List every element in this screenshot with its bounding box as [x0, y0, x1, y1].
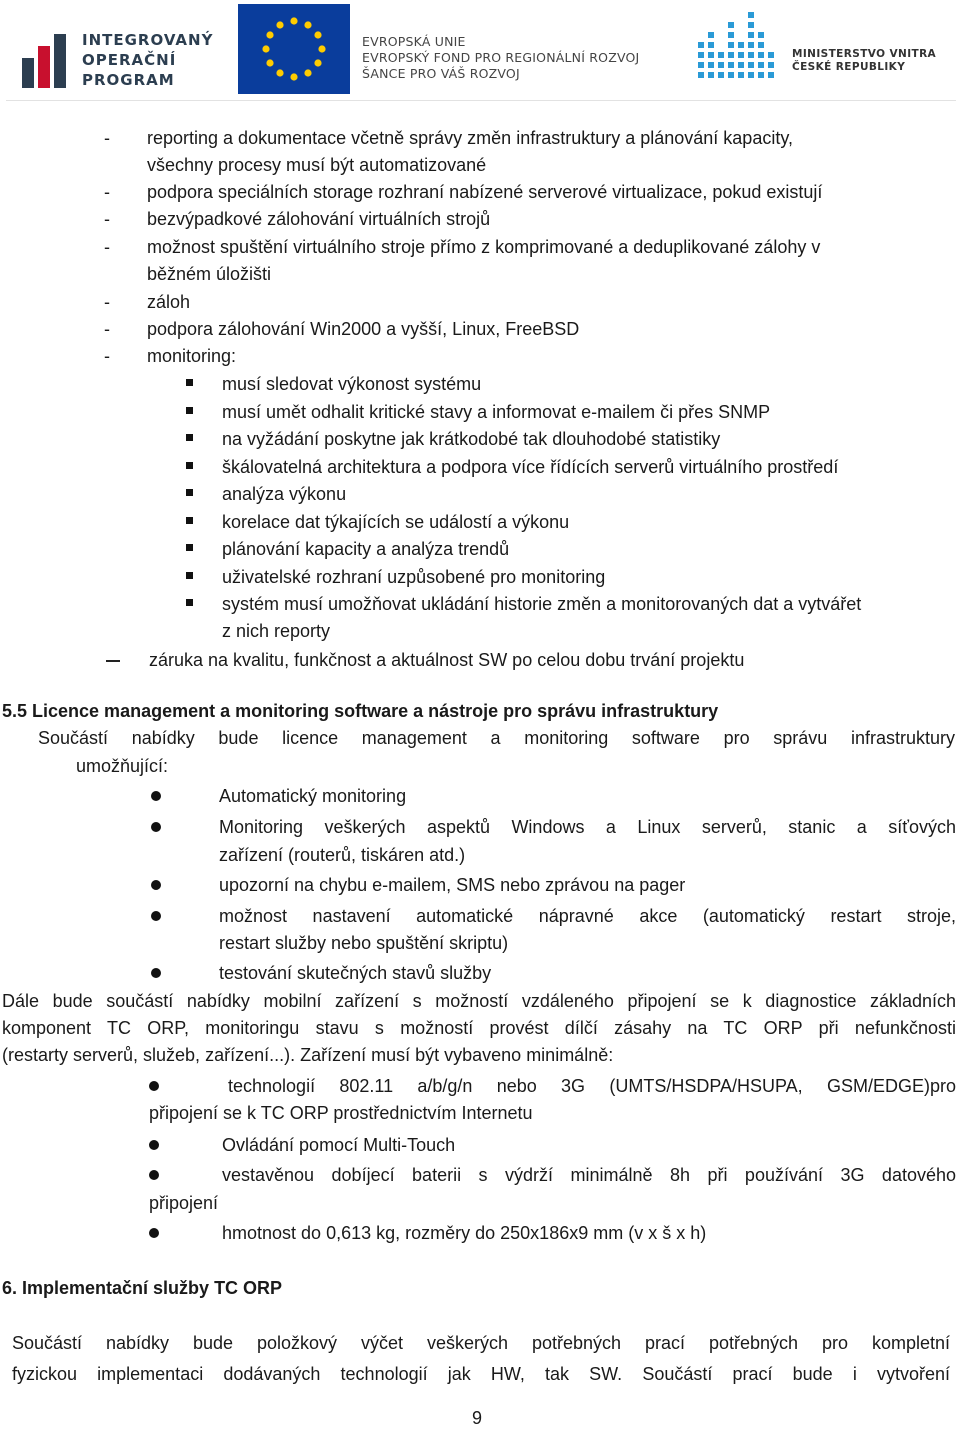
device-paragraph-line-3: (restarty serverů, služeb, zařízení...). Zařízení musí být vybaveno minimálně:: [2, 1045, 614, 1065]
dash-item-6: podpora zálohování Win2000 a vyšší, Linux, FreeBSD: [147, 319, 580, 339]
iop-line-1: INTEGROVANÝ: [82, 31, 214, 49]
monitoring-item-4: škálovatelná architektura a podpora více řídících serverů virtuálního prostředí: [222, 457, 839, 477]
monitoring-item-8: uživatelské rozhraní uzpůsobené pro monitoring: [222, 567, 606, 587]
feature-item-4: možnost nastavení automatické nápravné akce (automatický restart stroje,: [219, 906, 956, 926]
square-bullet-icon: [186, 434, 193, 441]
dash-item-5: záloh: [147, 292, 191, 312]
device-item-2: Ovládání pomocí Multi-Touch: [222, 1135, 456, 1155]
round-bullet-icon: [151, 880, 161, 890]
dash-item-7: monitoring:: [147, 346, 237, 366]
section-6-line-1: Součástí nabídky bude položkový výčet veškerých potřebných prací potřebných pro kompletní: [12, 1333, 950, 1353]
eu-line-1: EVROPSKÁ UNIE: [362, 34, 466, 49]
monitoring-item-1: musí sledovat výkonost systému: [222, 374, 482, 394]
dash-marker: -: [104, 128, 110, 148]
dash-item-2: podpora speciálních storage rozhraní nabízené serverové virtualizace, pokud existují: [147, 182, 823, 202]
dash-item-1-cont: všechny procesy musí být automatizované: [147, 155, 487, 175]
eu-line-2: EVROPSKÝ FOND PRO REGIONÁLNÍ ROZVOJ: [362, 50, 640, 65]
dash-marker: -: [104, 319, 110, 339]
iop-line-3: PROGRAM: [82, 71, 175, 89]
section-5-5-intro: Součástí nabídky bude licence management a monitoring software pro správu infrastruktury: [38, 728, 955, 748]
feature-item-3: upozorní na chybu e-mailem, SMS nebo zprávou na pager: [219, 875, 686, 895]
round-bullet-icon: [149, 1170, 159, 1180]
monitoring-item-9: systém musí umožňovat ukládání historie změn a monitorovaných dat a vytvářet: [222, 594, 862, 614]
round-bullet-icon: [149, 1228, 159, 1238]
iop-bars-icon: [20, 34, 80, 88]
round-bullet-icon: [149, 1140, 159, 1150]
section-6-line-2: fyzickou implementaci dodávaných technologií jak HW, tak SW. Součástí prací bude i vytvoření: [12, 1364, 950, 1384]
square-bullet-icon: [186, 462, 193, 469]
feature-item-5: testování skutečných stavů služby: [219, 963, 492, 983]
monitoring-item-3: na vyžádání poskytne jak krátkodobé tak dlouhodobé statistiky: [222, 429, 721, 449]
device-item-3-cont: připojení: [149, 1193, 219, 1213]
page-number: 9: [472, 1408, 483, 1428]
square-bullet-icon: [186, 572, 193, 579]
device-item-4: hmotnost do 0,613 kg, rozměry do 250x186x9 mm (v x š x h): [222, 1223, 707, 1243]
dash-marker: -: [104, 292, 110, 312]
dash-item-3: bezvýpadkové zálohování virtuálních strojů: [147, 209, 491, 229]
eu-line-3: ŠANCE PRO VÁŠ ROZVOJ: [362, 66, 520, 81]
mv-line-2: ČESKÉ REPUBLIKY: [792, 61, 906, 73]
mv-dots-icon: [696, 12, 778, 84]
device-item-1: technologií 802.11 a/b/g/n nebo 3G (UMTS/HSDPA/HSUPA, GSM/EDGE)pro: [228, 1076, 956, 1096]
feature-item-2-cont: zařízení (routerů, tiskáren atd.): [219, 845, 466, 865]
device-paragraph-line-2: komponent TC ORP, monitoringu stavu s možností provést dílčí zásahy na TC ORP při nefunkčnosti: [2, 1018, 956, 1038]
section-6-heading: 6. Implementační služby TC ORP: [2, 1278, 283, 1298]
dash-marker: -: [104, 237, 110, 257]
long-dash-marker: [106, 660, 120, 662]
round-bullet-icon: [149, 1081, 159, 1091]
square-bullet-icon: [186, 517, 193, 524]
mv-logo: [696, 12, 946, 96]
section-5-5-intro-cont: umožňující:: [76, 756, 169, 776]
round-bullet-icon: [151, 968, 161, 978]
square-bullet-icon: [186, 407, 193, 414]
monitoring-item-5: analýza výkonu: [222, 484, 347, 504]
square-bullet-icon: [186, 489, 193, 496]
monitoring-item-7: plánování kapacity a analýza trendů: [222, 539, 510, 559]
device-item-1-cont: připojení se k TC ORP prostřednictvím Internetu: [149, 1103, 533, 1123]
mv-line-1: MINISTERSTVO VNITRA: [792, 48, 937, 60]
eu-logo: [238, 4, 678, 96]
square-bullet-icon: [186, 544, 193, 551]
dash-item-4: možnost spuštění virtuálního stroje přímo z komprimované a deduplikované zálohy v: [147, 237, 821, 257]
round-bullet-icon: [151, 822, 161, 832]
feature-item-4-cont: restart služby nebo spuštění skriptu): [219, 933, 509, 953]
round-bullet-icon: [151, 911, 161, 921]
square-bullet-icon: [186, 379, 193, 386]
iop-logo: [20, 30, 220, 90]
device-item-3: vestavěnou dobíjecí baterii s výdrží minimálně 8h při používání 3G datového: [222, 1165, 956, 1185]
eu-flag-icon: [238, 4, 350, 94]
dash-marker: -: [104, 209, 110, 229]
dash-item-4-cont: běžném úložišti: [147, 264, 272, 284]
square-bullet-icon: [186, 599, 193, 606]
dash-marker: -: [104, 182, 110, 202]
monitoring-item-2: musí umět odhalit kritické stavy a informovat e-mailem či přes SNMP: [222, 402, 771, 422]
feature-item-1: Automatický monitoring: [219, 786, 407, 806]
round-bullet-icon: [151, 791, 161, 801]
monitoring-item-6: korelace dat týkajících se událostí a výkonu: [222, 512, 570, 532]
device-paragraph-line-1: Dále bude součástí nabídky mobilní zařízení s možností vzdáleného připojení se k diagnostice základních: [2, 991, 956, 1011]
feature-item-2: Monitoring veškerých aspektů Windows a Linux serverů, stanic a síťových: [219, 817, 956, 837]
dash-item-1: reporting a dokumentace včetně správy změn infrastruktury a plánování kapacity,: [147, 128, 793, 148]
monitoring-item-9-cont: z nich reporty: [222, 621, 331, 641]
section-5-5-heading: 5.5 Licence management a monitoring software a nástroje pro správu infrastruktury: [2, 701, 719, 721]
iop-line-2: OPERAČNÍ: [82, 51, 177, 69]
header-logos: [6, 2, 956, 101]
dash-marker: -: [104, 346, 110, 366]
guarantee-line: záruka na kvalitu, funkčnost a aktuálnost SW po celou dobu trvání projektu: [149, 650, 745, 670]
